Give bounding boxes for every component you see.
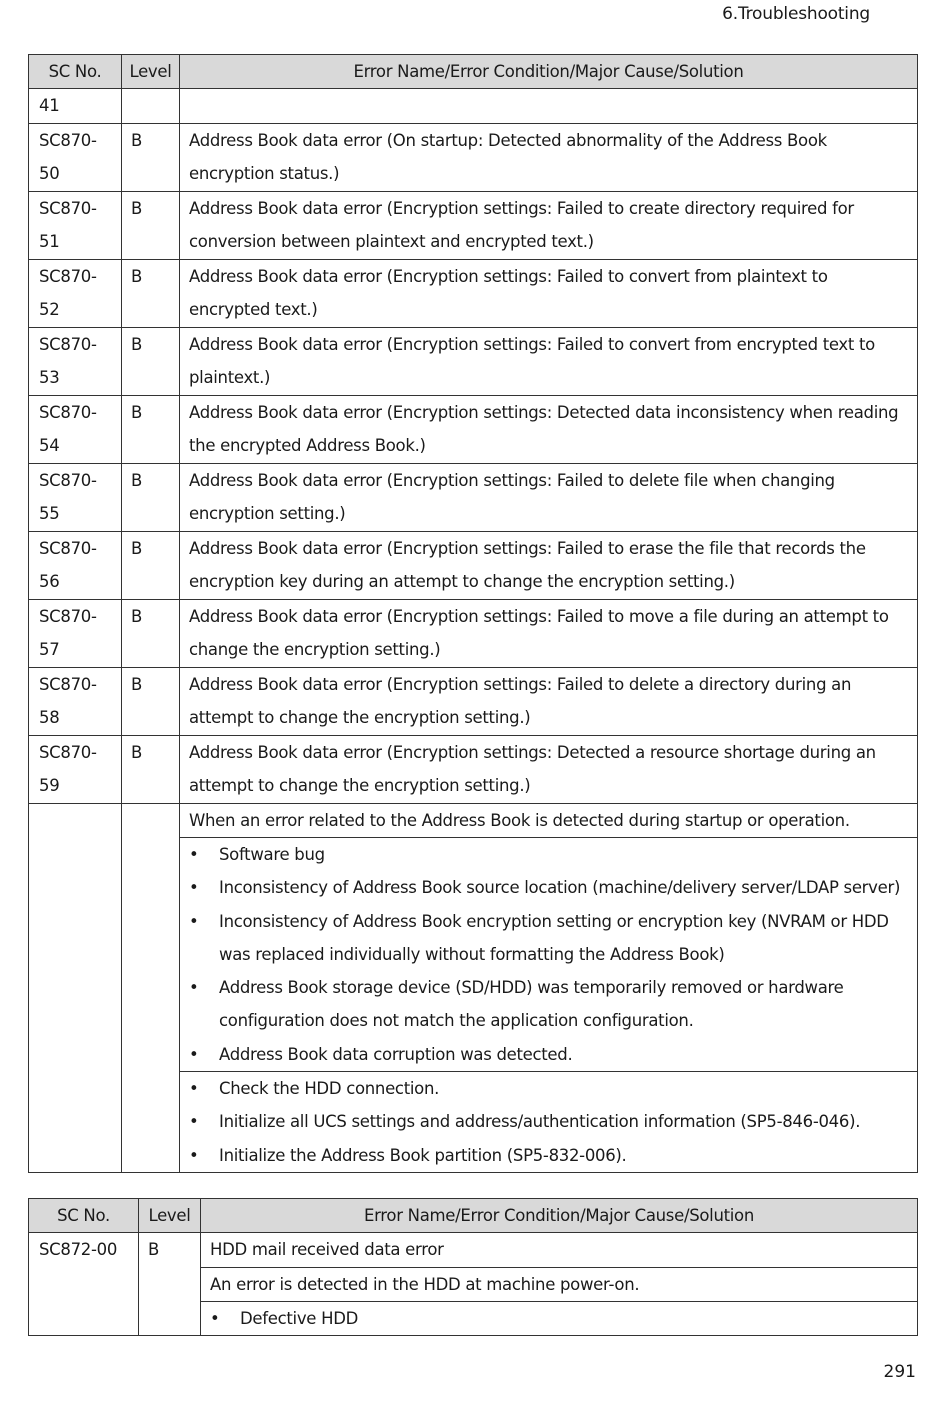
sc-number: SC870- 55 (29, 463, 122, 531)
description: Address Book data error (Encryption settings: Detected a resource shortage during an attempt to change the encryption setting.) (180, 735, 918, 803)
level: B (122, 123, 180, 191)
level: B (122, 259, 180, 327)
list-item: • Initialize the Address Book partition (SP5-832-006). (180, 1139, 917, 1172)
error-condition: An error is detected in the HDD at machine power-on. (201, 1267, 918, 1302)
list-item: • Initialize all UCS settings and address/authentication information (SP5-846-046). (180, 1105, 917, 1138)
solutions (180, 1072, 918, 1173)
error-name: HDD mail received data error (201, 1233, 918, 1268)
description: Address Book data error (Encryption settings: Failed to convert from plaintext to encrypted text.) (180, 259, 918, 327)
table-header-row (29, 55, 918, 89)
header-level: Level (139, 1199, 201, 1233)
header-sc-no: SC No. (29, 55, 122, 89)
table-row (29, 803, 918, 838)
page-number: 291 (883, 1362, 916, 1382)
sc-number: SC870- 58 (29, 667, 122, 735)
level: B (122, 463, 180, 531)
table-row (29, 191, 918, 259)
solution-list (180, 1072, 917, 1172)
description: Address Book data error (Encryption settings: Failed to create directory required for conversion between plaintext and encrypted text.) (180, 191, 918, 259)
sc-table-870 (28, 54, 918, 1173)
level: B (122, 531, 180, 599)
level (122, 89, 180, 124)
level: B (122, 667, 180, 735)
cause-list (201, 1302, 917, 1335)
list-item: • Address Book storage device (SD/HDD) was temporarily removed or hardware configuration does not match the application configuration. (180, 971, 917, 1038)
sc-number: SC870- 56 (29, 531, 122, 599)
level: B (122, 599, 180, 667)
header-description: Error Name/Error Condition/Major Cause/Solution (201, 1199, 918, 1233)
sc-number: SC870- 52 (29, 259, 122, 327)
level: B (122, 327, 180, 395)
major-causes (201, 1302, 918, 1336)
description: Address Book data error (Encryption settings: Detected data inconsistency when reading the encrypted Address Book.) (180, 395, 918, 463)
table-row (29, 89, 918, 124)
description: Address Book data error (Encryption settings: Failed to delete a directory during an attempt to change the encryption setting.) (180, 667, 918, 735)
level: B (122, 191, 180, 259)
header-sc-no: SC No. (29, 1199, 139, 1233)
sc-table-872 (28, 1198, 918, 1336)
header-level: Level (122, 55, 180, 89)
table-row (29, 531, 918, 599)
sc-number: SC870- 53 (29, 327, 122, 395)
list-item: • Defective HDD (201, 1302, 917, 1335)
level: B (122, 395, 180, 463)
table-row (29, 327, 918, 395)
description: Address Book data error (Encryption settings: Failed to delete file when changing encryption setting.) (180, 463, 918, 531)
level: B (139, 1233, 201, 1336)
table-row (29, 667, 918, 735)
table-row (29, 259, 918, 327)
list-item: • Software bug (180, 838, 917, 871)
description: Address Book data error (Encryption settings: Failed to move a file during an attempt to change the encryption setting.) (180, 599, 918, 667)
list-item: • Check the HDD connection. (180, 1072, 917, 1105)
sc-number-empty (29, 803, 122, 1172)
table-row (29, 463, 918, 531)
level: B (122, 735, 180, 803)
sc-number: 41 (29, 89, 122, 124)
description: Address Book data error (Encryption settings: Failed to erase the file that records the encryption key during an attempt to change the encryption setting.) (180, 531, 918, 599)
description: Address Book data error (On startup: Detected abnormality of the Address Book encryption status.) (180, 123, 918, 191)
cause-list (180, 838, 917, 1071)
list-item: • Address Book data corruption was detected. (180, 1038, 917, 1071)
list-item: • Inconsistency of Address Book encryption setting or encryption key (NVRAM or HDD was replaced individually without formatting the Address Book) (180, 905, 917, 972)
sc-number: SC870- 50 (29, 123, 122, 191)
sc-number: SC870- 51 (29, 191, 122, 259)
sc-number: SC872-00 (29, 1233, 139, 1336)
description: Address Book data error (Encryption settings: Failed to convert from encrypted text to plaintext.) (180, 327, 918, 395)
table-row (29, 599, 918, 667)
table-row (29, 123, 918, 191)
level-empty (122, 803, 180, 1172)
error-condition: When an error related to the Address Book is detected during startup or operation. (180, 803, 918, 838)
description (180, 89, 918, 124)
table-row (29, 395, 918, 463)
sc-number: SC870- 54 (29, 395, 122, 463)
major-causes (180, 838, 918, 1072)
page-header: 6.Troubleshooting (722, 4, 870, 24)
list-item: • Inconsistency of Address Book source location (machine/delivery server/LDAP server) (180, 871, 917, 904)
header-description: Error Name/Error Condition/Major Cause/Solution (180, 55, 918, 89)
sc-number: SC870- 59 (29, 735, 122, 803)
table-header-row (29, 1199, 918, 1233)
table-row (29, 735, 918, 803)
table-row (29, 1233, 918, 1268)
sc-number: SC870- 57 (29, 599, 122, 667)
